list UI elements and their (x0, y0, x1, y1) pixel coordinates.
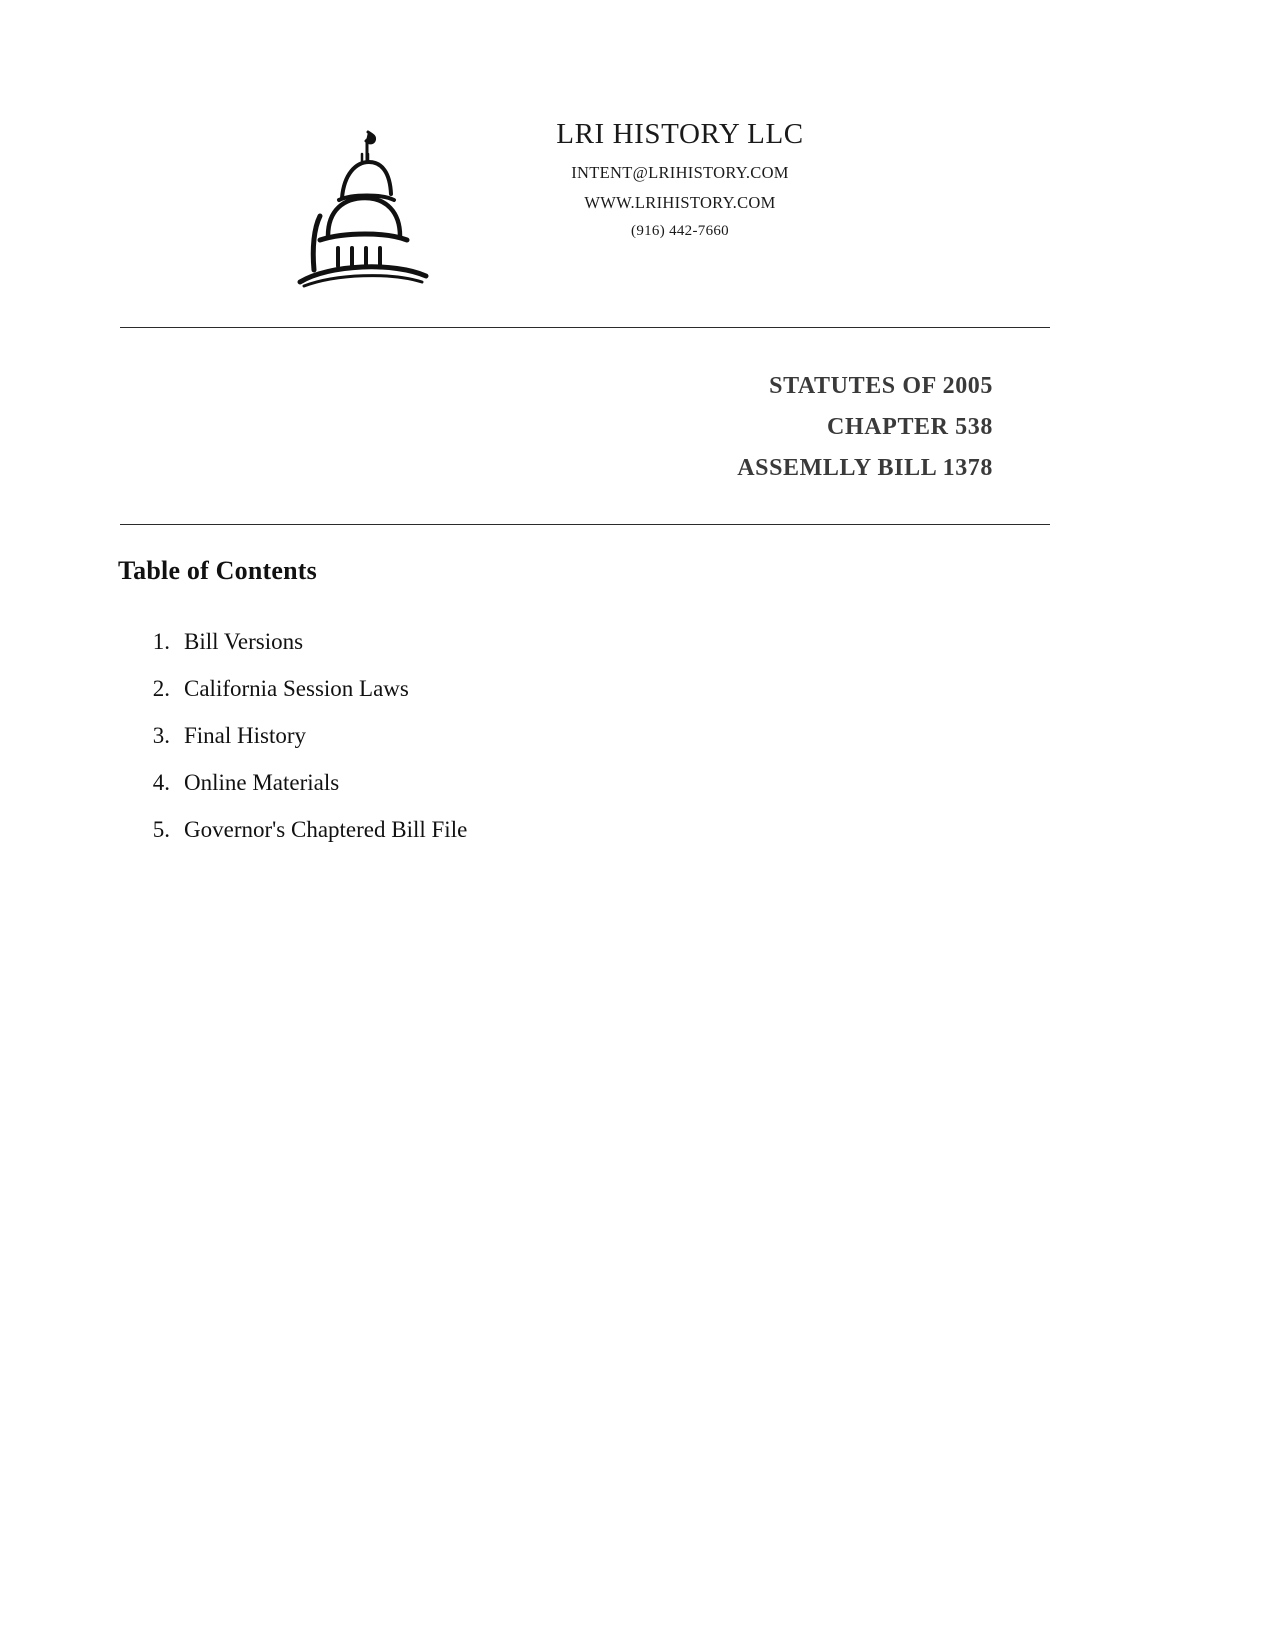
toc-item-bill-versions[interactable] (152, 618, 467, 665)
toc-item-number: 5. (152, 817, 170, 842)
toc-item-governors-chaptered-bill-file[interactable] (152, 806, 468, 853)
logo-container (290, 118, 460, 289)
title-bill: ASSEMLLY BILL 1378 (737, 455, 993, 481)
toc-item-label: Online Materials (184, 770, 340, 795)
contact-block (470, 118, 890, 240)
table-of-contents-heading: Table of Contents (118, 556, 317, 585)
toc-item-number: 2. (152, 676, 170, 701)
divider-bottom (120, 524, 1050, 525)
capitol-dome-logo-icon (290, 124, 440, 289)
toc-item-label: Final History (184, 723, 307, 748)
toc-item-california-session-laws[interactable] (152, 665, 467, 712)
toc-item-label: Governor's Chaptered Bill File (184, 817, 468, 842)
document-title-block (737, 366, 993, 489)
toc-item-label: Bill Versions (184, 629, 304, 654)
toc-item-number: 3. (152, 723, 170, 748)
toc-item-online-materials[interactable] (152, 759, 467, 806)
phone-line: (916) 442-7660 (631, 223, 729, 239)
email-line: INTENT@LRIHISTORY.COM (571, 163, 789, 182)
company-name: LRI HISTORY LLC (556, 118, 804, 150)
toc-item-final-history[interactable] (152, 712, 467, 759)
table-of-contents-list (118, 618, 467, 853)
toc-item-number: 1. (152, 629, 170, 654)
toc-item-label: California Session Laws (184, 676, 409, 701)
title-chapter: CHAPTER 538 (827, 414, 993, 440)
letterhead (0, 118, 1276, 289)
toc-item-number: 4. (152, 770, 170, 795)
title-statutes-year: STATUTES OF 2005 (769, 373, 993, 399)
website-line: WWW.LRIHISTORY.COM (584, 193, 776, 212)
divider-top (120, 327, 1050, 328)
